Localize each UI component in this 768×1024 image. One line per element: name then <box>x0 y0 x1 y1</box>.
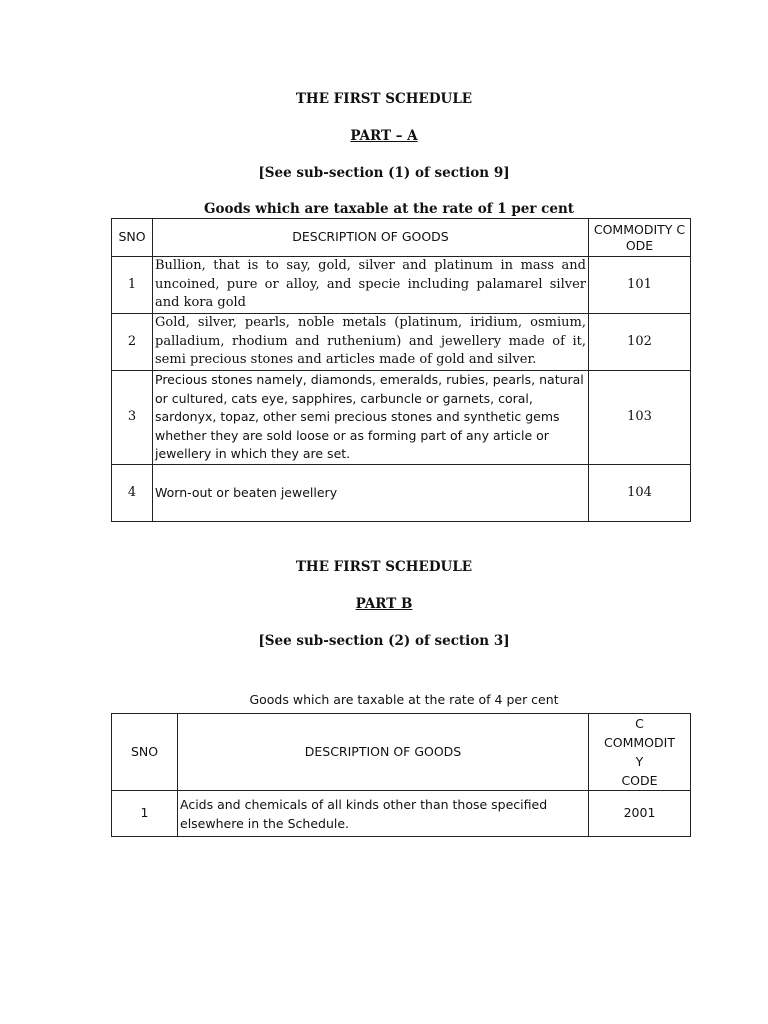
header-code-prefix: C <box>635 716 644 731</box>
row-commodity-code: 101 <box>589 257 691 314</box>
part-a-label: PART – A <box>350 128 418 144</box>
row-sno: 1 <box>112 791 178 837</box>
row-commodity-code: 104 <box>589 465 691 522</box>
row-description: Precious stones namely, diamonds, emeralds, rubies, pearls, natural or cultured, cats eye, sapphires, carbuncle or garnets, coral, sardonyx, topaz, other semi precious stones and synthetic gems whether they are sold loose or as forming part of any article or jewellery in which they are set. <box>153 371 589 465</box>
row-description: Gold, silver, pearls, noble metals (platinum, iridium, osmium, palladium, rhodium and ruthenium) and jewellery made of it, semi precious stones and articles made of gold and silver. <box>153 314 589 371</box>
schedule-heading-b: THE FIRST SCHEDULE <box>295 559 473 575</box>
table-header-row <box>112 714 691 791</box>
row-commodity-code: 2001 <box>589 791 691 837</box>
table-row <box>112 791 691 837</box>
header-sno: SNO <box>112 219 153 257</box>
part-b-label: PART B <box>355 596 413 612</box>
part-b-reference: [See sub-section (2) of section 3] <box>258 633 510 649</box>
table-row <box>112 257 691 314</box>
table-row <box>112 371 691 465</box>
part-a-reference: [See sub-section (1) of section 9] <box>258 165 510 181</box>
row-sno: 4 <box>112 465 153 522</box>
header-code-line1: COMMODIT <box>604 735 675 750</box>
header-description: DESCRIPTION OF GOODS <box>178 714 589 791</box>
row-description: Bullion, that is to say, gold, silver and platinum in mass and uncoined, pure or alloy, and specie including palamarel silver and kora gold <box>153 257 589 314</box>
schedule-heading-a: THE FIRST SCHEDULE <box>295 91 473 107</box>
header-sno: SNO <box>112 714 178 791</box>
row-commodity-code: 103 <box>589 371 691 465</box>
header-commodity-code: COMMODITY CODE <box>589 219 691 257</box>
header-code-line3: CODE <box>621 773 658 788</box>
row-sno: 2 <box>112 314 153 371</box>
row-sno: 1 <box>112 257 153 314</box>
header-code-line2: Y <box>635 754 644 769</box>
part-a-caption: Goods which are taxable at the rate of 1 per cent <box>203 201 575 217</box>
goods-table-part-a <box>111 218 691 522</box>
row-commodity-code: 102 <box>589 314 691 371</box>
goods-table-part-b <box>111 713 691 837</box>
table-row <box>112 465 691 522</box>
part-b-caption: Goods which are taxable at the rate of 4 per cent <box>249 692 559 707</box>
header-commodity-code <box>589 714 691 791</box>
table-header-row <box>112 219 691 257</box>
part-b-title <box>0 596 768 612</box>
header-description: DESCRIPTION OF GOODS <box>153 219 589 257</box>
part-a-title <box>0 128 768 144</box>
row-description: Acids and chemicals of all kinds other than those specified elsewhere in the Schedule. <box>178 791 589 837</box>
table-row <box>112 314 691 371</box>
row-description: Worn-out or beaten jewellery <box>153 465 589 522</box>
row-sno: 3 <box>112 371 153 465</box>
